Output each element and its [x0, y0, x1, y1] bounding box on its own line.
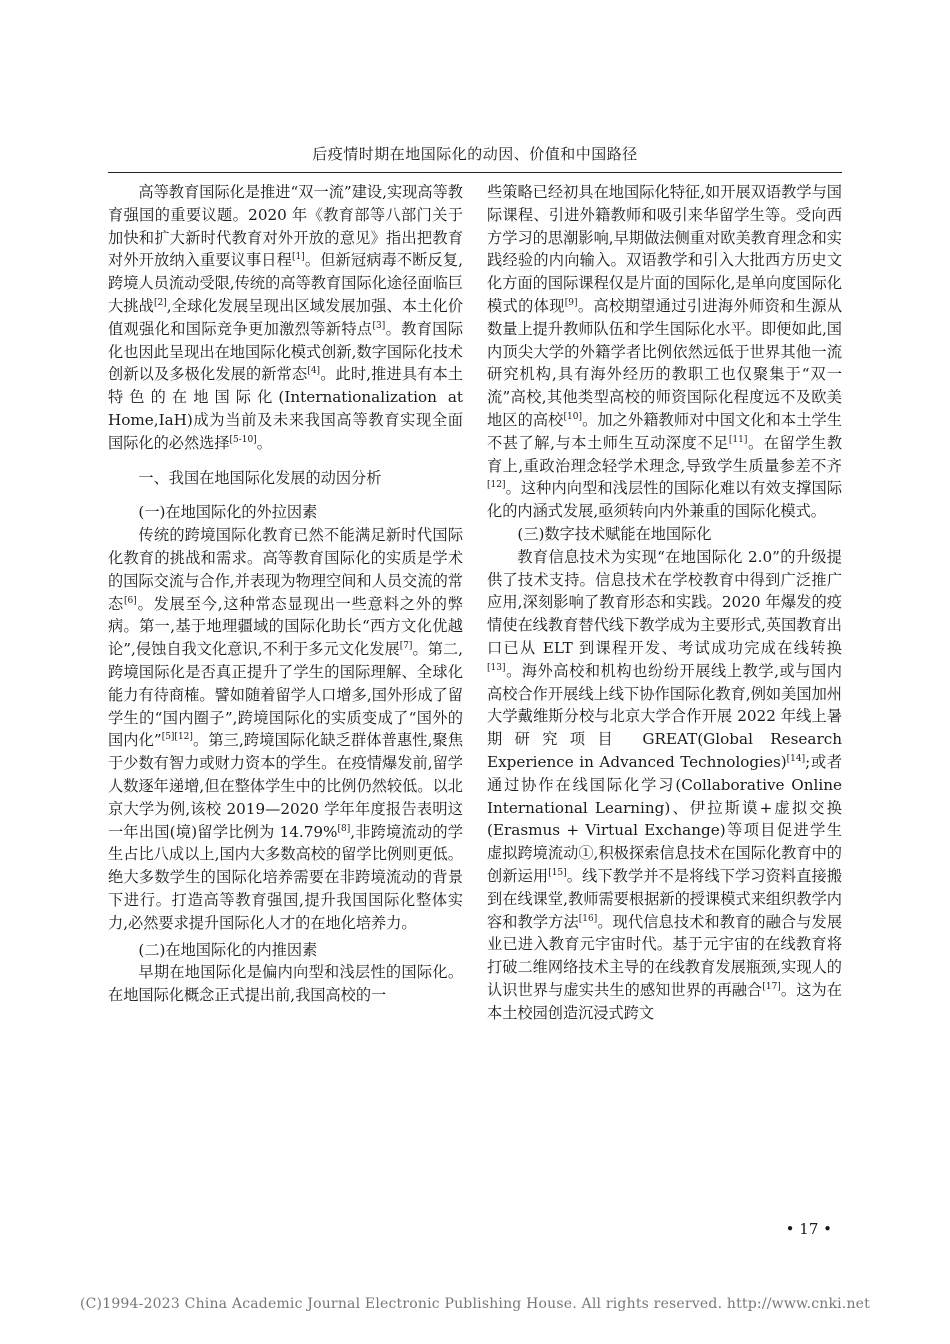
subsection-heading-3: (三)数字技术赋能在地国际化 — [517, 524, 712, 543]
intro-paragraph: 高等教育国际化是推进“双一流”建设,实现高等教育强国的重要议题。2020 年《教育部等八部门关于加快和扩大新时代教育对外开放的意见》指出把教育对外开放纳入重要议事日程[1]。但新冠病毒不断反复,跨境人员流动受限,传统的高等教育国际化途径面临巨大挑战[2],全球化发展呈现出区域发展加强、本土化价值观强化和国际竞争更加激烈等新特点[3]。教育国际化也因此呈现出在地国际化模式创新,数字国际化技术创新以及多极化发展的新常态[4]。此时,推进具有本土特色的在地国际化(Internationalization at Home,IaH)成为当前及未来我国高等教育实现全面国际化的必然选择[5-10]。 — [108, 183, 464, 452]
paragraph-digital-tech: 教育信息技术为实现“在地国际化 2.0”的升级提供了技术支持。信息技术在学校教育中得到广泛推广应用,深刻影响了教育形态和实践。2020 年爆发的疫情使在线教育替代线下教学成为主要形式,英国教育出口已从 ELT 到课程开发、考试成功完成在线转换[13]。海外高校和机构也纷纷开展线上教学,或与国内高校合作开展线上线下协作国际化教育,例如美国加州大学戴维斯分校与北京大学合作开展 2022 年线上暑期研究项目 GREAT(Global Research Experience in Advanced Technologies)[14];或者通过协作在线国际化学习(Collaborative Online International Learning)、伊拉斯谟+虚拟交换(Erasmus + Virtual Exchange)等项目促进学生虚拟跨境流动①,积极探索信息技术在国际化教育中的创新运用[15]。线下教学并不是将线下学习资料直接搬到在线课堂,教师需要根据新的授课模式来组织教学内容和教学方法[16]。现代信息技术和教育的融合与发展业已进入教育元宇宙时代。基于元宇宙的在线教育将打破二维网络技术主导的在线教育发展瓶颈,实现人的认识世界与虚实共生的感知世界的再融合[17]。这为在本土校园创造沉浸式跨文 — [487, 547, 843, 1022]
subsection-heading-1: (一)在地国际化的外拉因素 — [138, 503, 318, 522]
section-heading-1: 一、我国在地国际化发展的动因分析 — [138, 468, 382, 487]
subsection-heading-2: (二)在地国际化的内推因素 — [138, 940, 318, 959]
left-column — [108, 181, 463, 1007]
page-number: • 17 • — [785, 1220, 832, 1238]
paragraph-external-factors: 传统的跨境国际化教育已然不能满足新时代国际化教育的挑战和需求。高等教育国际化的实质是学术的国际交流与合作,并表现为物理空间和人员交流的常态[6]。发展至今,这种常态显现出一些意料之外的弊病。第一,基于地理疆域的国际化助长“西方文化优越论”,侵蚀自我文化意识,不利于多元文化发展[7]。第二,跨境国际化是否真正提升了学生的国际理解、全球化能力有待商榷。譬如随着留学人口增多,国外形成了留学生的“国内圈子”,跨境国际化的实质变成了“国外的国内化”[5][12]。第三,跨境国际化缺乏群体普惠性,聚焦于少数有智力或财力资本的学生。在疫情爆发前,留学人数逐年递增,但在整体学生中的比例仍然较低。以北京大学为例,该校 2019—2020 学年年度报告表明这一年出国(境)留学比例为 14.79%[8],非跨境流动的学生占比八成以上,国内大多数高校的留学比例则更低。绝大多数学生的国际化培养需要在非跨境流动的背景下进行。打造高等教育强国,提升我国国际化整体实力,必然要求提升国际化人才的在地化培养力。 — [108, 526, 464, 932]
running-header: 后疫情时期在地国际化的动因、价值和中国路径 — [108, 143, 842, 173]
right-column — [487, 181, 842, 1024]
paragraph-internal-factors-cont: 些策略已经初具在地国际化特征,如开展双语教学与国际课程、引进外籍教师和吸引来华留学生等。受向西方学习的思潮影响,早期做法侧重对欧美教育理念和实践经验的内向输入。双语教学和引入大批西方历史文化方面的国际课程仅是片面的国际化,是单向度国际化模式的体现[9]。高校期望通过引进海外师资和生源从数量上提升教师队伍和学生国际化水平。即便如此,国内顶尖大学的外籍学者比例依然远低于世界其他一流研究机构,具有海外经历的教职工也仅聚集于“双一流”高校,其他类型高校的师资国际化程度远不及欧美地区的高校[10]。加之外籍教师对中国文化和本土学生不甚了解,与本土师生互动深度不足[11]。在留学生教育上,重政治理念轻学术理念,导致学生质量参差不齐[12]。这种内向型和浅层性的国际化难以有效支撑国际化的内涵式发展,亟须转向内外兼重的国际化模式。 — [487, 183, 843, 521]
copyright-footer: (C)1994-2023 China Academic Journal Electronic Publishing House. All rights reserved. http://www.cnki.net — [79, 1296, 870, 1312]
paragraph-internal-factors: 早期在地国际化是偏内向型和浅层性的国际化。在地国际化概念正式提出前,我国高校的一 — [108, 963, 463, 1005]
